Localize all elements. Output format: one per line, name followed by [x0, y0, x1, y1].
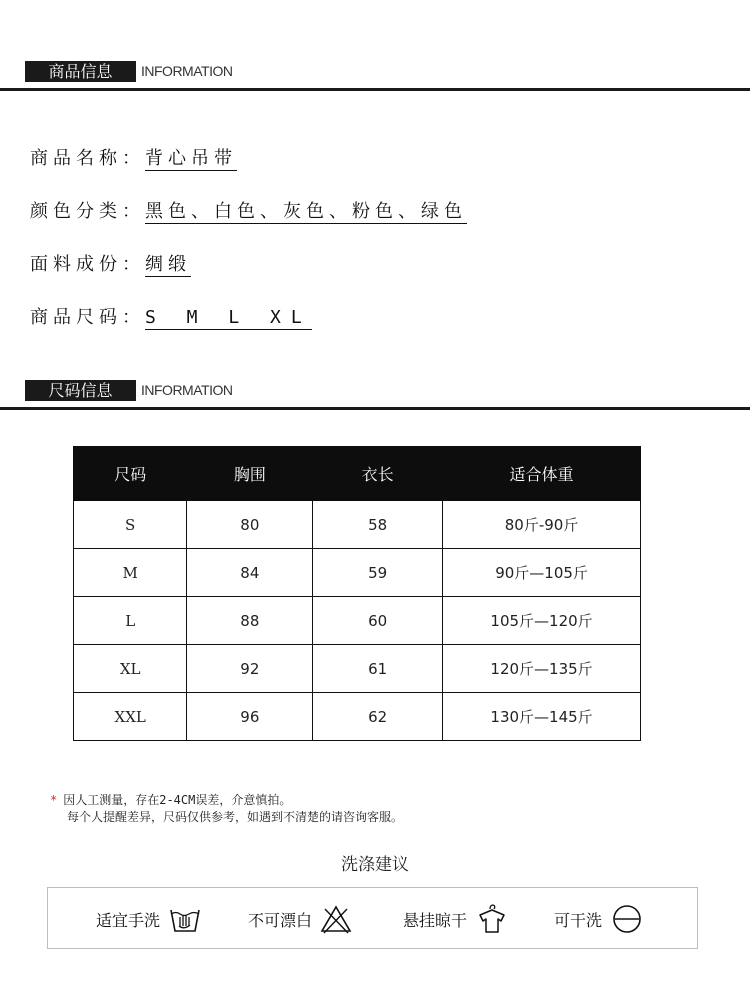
section-tag: 商品信息 [25, 61, 136, 82]
cell-weight: 90斤—105斤 [443, 549, 641, 597]
info-value: 黑色、白色、灰色、粉色、绿色 [145, 201, 467, 222]
wash-label: 可干洗 [554, 910, 603, 930]
cell-bust: 88 [187, 597, 313, 645]
note-star: * [50, 793, 58, 807]
info-row-fabric [30, 250, 191, 276]
table-row [74, 549, 641, 597]
wash-title: 洗涤建议 [341, 855, 409, 875]
cell-size: XL [74, 645, 187, 693]
info-label: 商品尺码： [30, 307, 145, 328]
cell-length: 60 [313, 597, 443, 645]
cell-weight: 130斤—145斤 [443, 693, 641, 741]
hang-dry-icon [475, 903, 509, 935]
product-info-header [0, 61, 750, 101]
info-value: 背心吊带 [145, 148, 237, 169]
info-label: 面料成份： [30, 254, 145, 275]
cell-bust: 96 [187, 693, 313, 741]
size-table [73, 446, 641, 741]
cell-bust: 92 [187, 645, 313, 693]
cell-size: XXL [74, 693, 187, 741]
no-bleach-icon [320, 904, 352, 934]
table-row [74, 693, 641, 741]
measurement-note [50, 792, 403, 826]
column-header: 衣长 [313, 447, 443, 501]
cell-weight: 120斤—135斤 [443, 645, 641, 693]
note-line-2: 每个人提醒差异，尺码仅供参考，如遇到不清楚的请咨询客服。 [67, 810, 404, 824]
table-row [74, 597, 641, 645]
column-header: 胸围 [187, 447, 313, 501]
cell-size: M [74, 549, 187, 597]
note-line-1: 因人工测量，存在2-4CM误差，介意慎拍。 [63, 793, 292, 807]
wash-label: 适宜手洗 [96, 910, 161, 930]
section-english-label: INFORMATION [141, 63, 233, 79]
section-tag: 尺码信息 [25, 380, 136, 401]
section-divider [0, 407, 750, 410]
cell-weight: 80斤-90斤 [443, 501, 641, 549]
cell-length: 59 [313, 549, 443, 597]
table-row [74, 645, 641, 693]
cell-size: L [74, 597, 187, 645]
size-info-header [0, 380, 750, 420]
info-value: S M L XL [145, 307, 312, 328]
cell-size: S [74, 501, 187, 549]
column-header: 适合体重 [443, 447, 641, 501]
wash-item-hand-wash [96, 888, 202, 950]
cell-weight: 105斤—120斤 [443, 597, 641, 645]
column-header: 尺码 [74, 447, 187, 501]
table-row [74, 501, 641, 549]
wash-label: 悬挂晾干 [403, 910, 468, 930]
section-divider [0, 88, 750, 91]
wash-label: 不可漂白 [248, 910, 313, 930]
cell-bust: 84 [187, 549, 313, 597]
wash-item-dry-clean [554, 888, 644, 950]
wash-advice-box [47, 887, 698, 949]
info-row-name [30, 144, 237, 170]
section-english-label: INFORMATION [141, 382, 233, 398]
info-row-sizes [30, 303, 312, 329]
wash-item-hang-dry [403, 888, 509, 950]
info-value: 绸缎 [145, 254, 191, 275]
cell-length: 62 [313, 693, 443, 741]
cell-length: 61 [313, 645, 443, 693]
table-header-row [74, 447, 641, 501]
hand-wash-icon [168, 904, 202, 934]
cell-length: 58 [313, 501, 443, 549]
wash-item-no-bleach [248, 888, 352, 950]
dry-clean-icon [610, 904, 644, 934]
info-label: 商品名称： [30, 148, 145, 169]
cell-bust: 80 [187, 501, 313, 549]
info-row-colors [30, 197, 467, 223]
info-label: 颜色分类： [30, 201, 145, 222]
